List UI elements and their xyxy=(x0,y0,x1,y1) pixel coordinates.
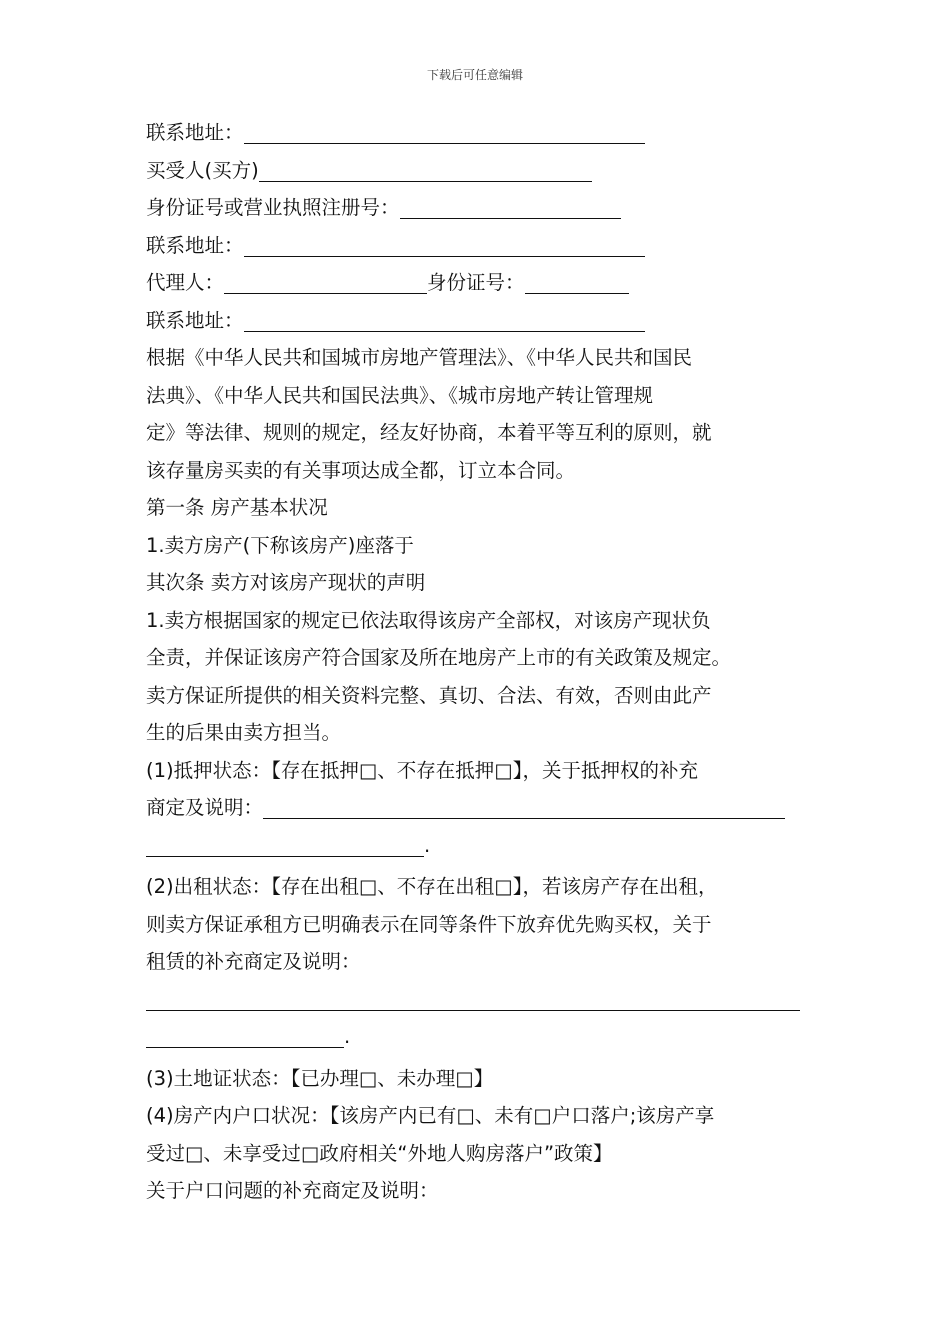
hukou-status-line: (4)房产内户口状况：【该房产内已有□、未有□户口落户;该房产享 xyxy=(146,1104,715,1127)
basis-paragraph-line: 定》等法律、规则的规定，经友好协商，本着平等互利的原则，就 xyxy=(146,421,712,444)
lease-status-line: (2)出租状态：【存在出租□、不存在出租□】，若该房产存在出租， xyxy=(146,875,718,898)
lease-note-continuation xyxy=(146,1018,808,1056)
contact-address-blank[interactable] xyxy=(244,307,645,332)
mortgage-status-line: (1)抵押状态：【存在抵押□、不存在抵押□】，关于抵押权的补充 xyxy=(146,758,698,782)
article-2-paragraph-line: 1.卖方根据国家的规定已依法取得该房产全部权，对该房产现状负 xyxy=(146,608,711,632)
contact-address-line-2 xyxy=(146,227,808,265)
contact-address-label: 联系地址： xyxy=(146,121,244,144)
hukou-status-line: 受过□、未享受过□政府相关“外地人购房落户”政策】 xyxy=(146,1141,613,1165)
id-number-line xyxy=(146,189,808,227)
agent-id-blank[interactable] xyxy=(525,269,629,294)
mortgage-note-blank-2[interactable] xyxy=(146,832,424,857)
contact-address-blank[interactable] xyxy=(244,119,645,144)
contact-address-line-1 xyxy=(146,114,808,152)
agent-blank[interactable] xyxy=(224,269,427,294)
basis-paragraph-line: 根据《中华人民共和国城市房地产管理法》、《中华人民共和国民 xyxy=(146,346,693,369)
agent-line xyxy=(146,264,808,302)
lease-note-period: . xyxy=(344,1025,351,1048)
contact-address-label: 联系地址： xyxy=(146,308,244,332)
contact-address-label: 联系地址： xyxy=(146,233,244,257)
mortgage-note-period: . xyxy=(424,833,431,857)
lease-status-line: 则卖方保证承租方已明确表示在同等条件下放弃优先购买权，关于 xyxy=(146,912,712,936)
article-2-paragraph-line: 全责，并保证该房产符合国家及所在地房产上市的有关政策及规定。 xyxy=(146,646,732,669)
basis-paragraph-line: 该存量房买卖的有关事项达成全都，订立本合同。 xyxy=(146,458,576,482)
buyer-blank[interactable] xyxy=(259,157,592,182)
hukou-note-label: 关于户口问题的补充商定及说明： xyxy=(146,1179,439,1202)
buyer-label: 买受人(买方) xyxy=(146,158,259,182)
basis-paragraph-line: 法典》、《中华人民共和国民法典》、《城市房地产转让管理规 xyxy=(146,383,654,407)
agent-id-label: 身份证号： xyxy=(427,271,525,294)
contract-body xyxy=(146,114,808,1210)
land-certificate-status: (3)土地证状态：【已办理□、未办理□】 xyxy=(146,1066,494,1090)
page-header-note: 下载后可任意编辑 xyxy=(426,68,523,82)
mortgage-note-continuation xyxy=(146,827,808,865)
article-1-title: 第一条 房产基本状况 xyxy=(146,496,328,519)
mortgage-note-blank[interactable] xyxy=(263,794,785,819)
lease-note-blank-line xyxy=(146,981,808,1019)
article-2-paragraph-line: 卖方保证所提供的相关资料完整、真切、合法、有效，否则由此产 xyxy=(146,683,712,707)
article-1-item-1: 1.卖方房产(下称该房产)座落于 xyxy=(146,533,414,557)
contact-address-line-3 xyxy=(146,302,808,340)
buyer-line xyxy=(146,152,808,190)
lease-note-blank-2[interactable] xyxy=(146,1023,344,1048)
contact-address-blank[interactable] xyxy=(244,232,645,257)
article-2-title: 其次条 卖方对该房产现状的声明 xyxy=(146,571,426,594)
mortgage-note-line xyxy=(146,789,808,827)
lease-note-blank[interactable] xyxy=(146,986,800,1011)
mortgage-note-label: 商定及说明： xyxy=(146,796,264,819)
article-2-paragraph-line: 生的后果由卖方担当。 xyxy=(146,721,342,744)
id-number-label: 身份证号或营业执照注册号： xyxy=(146,196,400,219)
lease-note-label: 租赁的补充商定及说明： xyxy=(146,950,361,973)
agent-label: 代理人： xyxy=(146,271,225,294)
id-number-blank[interactable] xyxy=(400,194,621,219)
